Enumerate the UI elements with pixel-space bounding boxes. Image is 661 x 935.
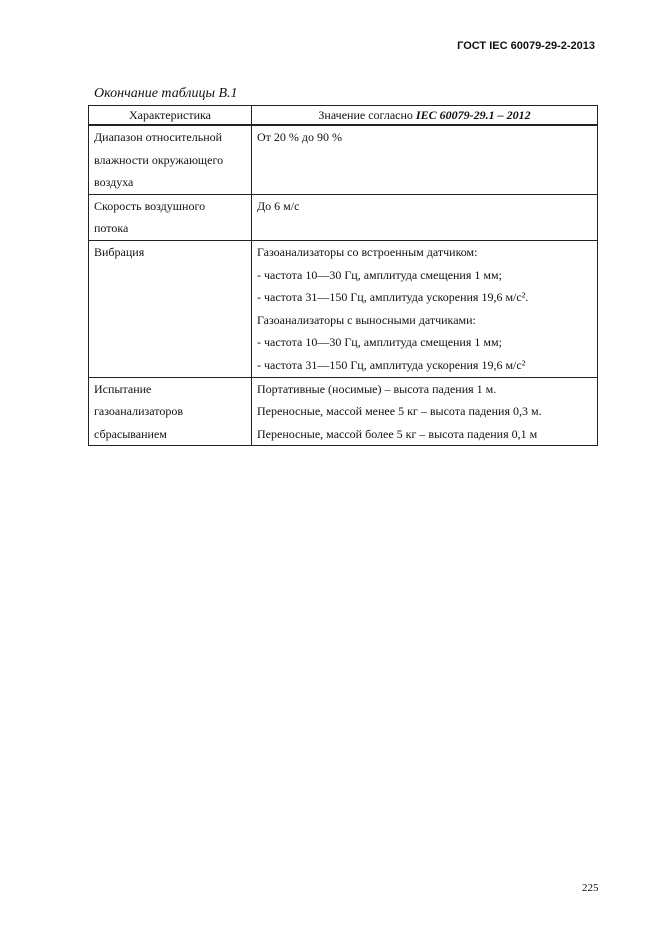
header-value-standard-ref: IEC 60079-29.1 – 2012 [415, 108, 531, 122]
cell-line: Скорость воздушного [94, 198, 206, 213]
cell-line: Вибрация [94, 244, 145, 259]
cell-line: газоанализаторов [94, 404, 184, 419]
cell-line: - частота 10—30 Гц, амплитуда смещения 1 мм; [257, 335, 502, 350]
cell-line: Газоанализаторы со встроенным датчиком: [257, 244, 478, 259]
characteristic-cell [89, 240, 252, 377]
value-cell [252, 240, 598, 377]
header-value-prefix: Значение согласно [318, 108, 416, 122]
cell-line: От 20 % до 90 % [257, 130, 343, 144]
header-characteristic: Характеристика [89, 106, 252, 126]
table-header-row [89, 106, 598, 126]
characteristic-cell [89, 377, 252, 446]
cell-line: воздуха [94, 175, 134, 190]
value-cell [252, 194, 598, 240]
cell-line: Диапазон относительной [94, 130, 223, 144]
header-value [252, 106, 598, 126]
page-number: 225 [582, 882, 599, 894]
cell-line: влажности окружающего [94, 152, 224, 167]
cell-line: Переносные, массой менее 5 кг – высота падения 0,3 м. [257, 404, 542, 419]
value-cell [252, 377, 598, 446]
table-row [89, 194, 598, 240]
table-caption: Окончание таблицы В.1 [94, 86, 238, 101]
characteristic-cell [89, 125, 252, 194]
cell-line: сбрасыванием [94, 426, 167, 441]
value-cell [252, 125, 598, 194]
cell-line: До 6 м/с [257, 198, 300, 213]
table-row [89, 240, 598, 377]
document-code: ГОСТ IEC 60079-29-2-2013 [457, 40, 595, 52]
cell-line: - частота 31—150 Гц, амплитуда ускорения 19,6 м/с² [257, 357, 526, 372]
cell-line: Газоанализаторы с выносными датчиками: [257, 312, 476, 327]
cell-line: - частота 31—150 Гц, амплитуда ускорения 19,6 м/с². [257, 290, 529, 305]
characteristic-cell [89, 194, 252, 240]
table-row [89, 125, 598, 194]
cell-line: потока [94, 221, 129, 236]
cell-line: Испытание [94, 381, 152, 396]
cell-line: Переносные, массой более 5 кг – высота падения 0,1 м [257, 426, 538, 441]
table-row [89, 377, 598, 446]
cell-line: Портативные (носимые) – высота падения 1 м. [257, 381, 497, 396]
cell-line: - частота 10—30 Гц, амплитуда смещения 1 мм; [257, 267, 502, 282]
specification-table [88, 105, 598, 446]
